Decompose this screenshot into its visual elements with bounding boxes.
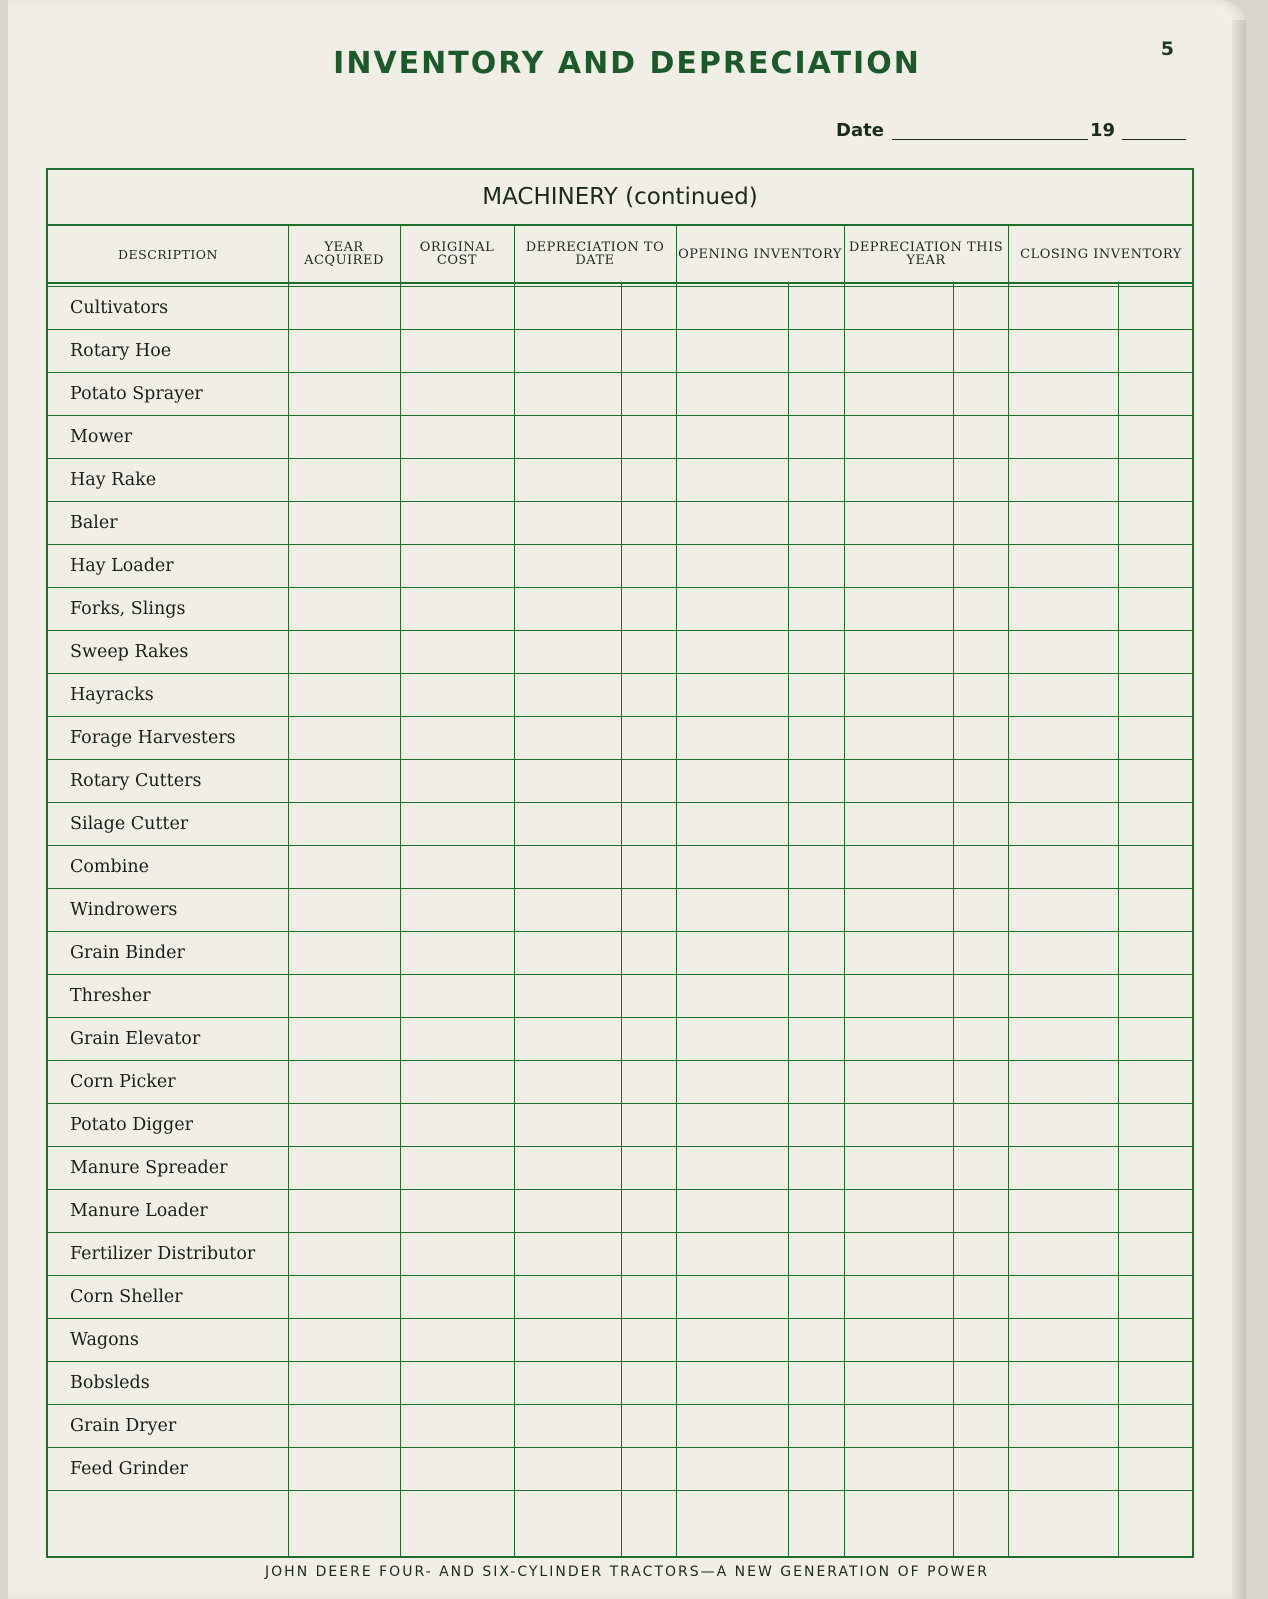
table-row[interactable]: [48, 717, 1192, 760]
col-divider: [844, 224, 845, 1558]
table-row[interactable]: [48, 1491, 1192, 1534]
date-field[interactable]: [836, 120, 1196, 148]
col-divider: [1008, 224, 1009, 1558]
footer-slogan: JOHN DEERE FOUR- AND SIX-CYLINDER TRACTORS—A NEW GENERATION OF POWER: [265, 1564, 989, 1580]
col-divider: [514, 224, 515, 1558]
table-row[interactable]: [48, 459, 1192, 502]
cents-divider: [788, 282, 789, 1558]
table-row[interactable]: [48, 502, 1192, 545]
row-label: Wagons: [70, 1330, 139, 1350]
table-row[interactable]: [48, 1362, 1192, 1405]
row-label: Forage Harvesters: [70, 728, 236, 748]
row-label: Mower: [70, 427, 133, 447]
table-row[interactable]: [48, 631, 1192, 674]
year-blank[interactable]: [1122, 139, 1186, 140]
table-row[interactable]: [48, 1276, 1192, 1319]
table-row[interactable]: [48, 1319, 1192, 1362]
table-row[interactable]: [48, 932, 1192, 975]
row-label: Sweep Rakes: [70, 642, 189, 662]
col-header-year-acquired: YEAR ACQUIRED: [304, 240, 384, 268]
table-row[interactable]: [48, 846, 1192, 889]
cents-divider: [1118, 282, 1119, 1558]
table-row[interactable]: [48, 889, 1192, 932]
table-row[interactable]: [48, 1147, 1192, 1190]
col-divider: [676, 224, 677, 1558]
date-label: Date: [836, 120, 884, 141]
table-row[interactable]: [48, 1104, 1192, 1147]
table-row[interactable]: [48, 1018, 1192, 1061]
page-title: INVENTORY AND DEPRECIATION: [333, 46, 921, 81]
row-label: Combine: [70, 857, 149, 877]
table-row[interactable]: [48, 1061, 1192, 1104]
table-row[interactable]: [48, 674, 1192, 717]
section-title: MACHINERY (continued): [48, 170, 1192, 226]
row-label: Potato Sprayer: [70, 384, 203, 404]
cents-divider: [621, 282, 622, 1558]
row-label: Fertilizer Distributor: [70, 1244, 256, 1264]
row-label: Cultivators: [70, 298, 169, 318]
table-row[interactable]: [48, 975, 1192, 1018]
machinery-table: [46, 168, 1194, 1558]
row-label: Potato Digger: [70, 1115, 193, 1135]
row-label: Feed Grinder: [70, 1459, 188, 1479]
table-row[interactable]: [48, 588, 1192, 631]
row-label: Corn Sheller: [70, 1287, 183, 1307]
table-row[interactable]: [48, 1233, 1192, 1276]
table-row[interactable]: [48, 416, 1192, 459]
col-header-original-cost: ORIGINAL COST: [419, 240, 495, 268]
year-prefix: 19: [1090, 120, 1116, 141]
row-label: Corn Picker: [70, 1072, 176, 1092]
page-number: 5: [1160, 38, 1174, 60]
col-header-depreciation-to-date: DEPRECIATION TO DATE: [525, 240, 665, 268]
row-label: Hayracks: [70, 685, 154, 705]
table-row[interactable]: [48, 760, 1192, 803]
col-header-description: DESCRIPTION: [118, 246, 218, 262]
col-header-depreciation-this-year: DEPRECIATION THIS YEAR: [848, 240, 1004, 268]
table-row[interactable]: [48, 373, 1192, 416]
row-label: Rotary Hoe: [70, 341, 172, 361]
ledger-page: [8, 0, 1246, 1599]
row-label: Thresher: [70, 986, 151, 1006]
row-label: Grain Binder: [70, 943, 185, 963]
row-label: Forks, Slings: [70, 599, 186, 619]
col-header-opening-inventory: OPENING INVENTORY: [678, 246, 842, 262]
row-label: Manure Loader: [70, 1201, 208, 1221]
table-row[interactable]: [48, 803, 1192, 846]
row-label: Baler: [70, 513, 118, 533]
row-label: Hay Rake: [70, 470, 157, 490]
table-row[interactable]: [48, 330, 1192, 373]
row-label: Rotary Cutters: [70, 771, 202, 791]
table-row[interactable]: [48, 1405, 1192, 1448]
row-label: Bobsleds: [70, 1373, 150, 1393]
table-row[interactable]: [48, 1190, 1192, 1233]
table-row[interactable]: [48, 545, 1192, 588]
row-label: Windrowers: [70, 900, 178, 920]
table-row[interactable]: [48, 1448, 1192, 1491]
row-label: Silage Cutter: [70, 814, 189, 834]
row-label: Manure Spreader: [70, 1158, 228, 1178]
table-row[interactable]: [48, 287, 1192, 330]
cents-divider: [953, 282, 954, 1558]
date-blank[interactable]: [892, 139, 1088, 140]
col-divider: [400, 224, 401, 1558]
col-divider: [288, 224, 289, 1558]
col-header-closing-inventory: CLOSING INVENTORY: [1020, 246, 1182, 262]
row-label: Grain Elevator: [70, 1029, 201, 1049]
row-label: Hay Loader: [70, 556, 174, 576]
page-edge: [1232, 20, 1246, 1599]
row-label: Grain Dryer: [70, 1416, 177, 1436]
